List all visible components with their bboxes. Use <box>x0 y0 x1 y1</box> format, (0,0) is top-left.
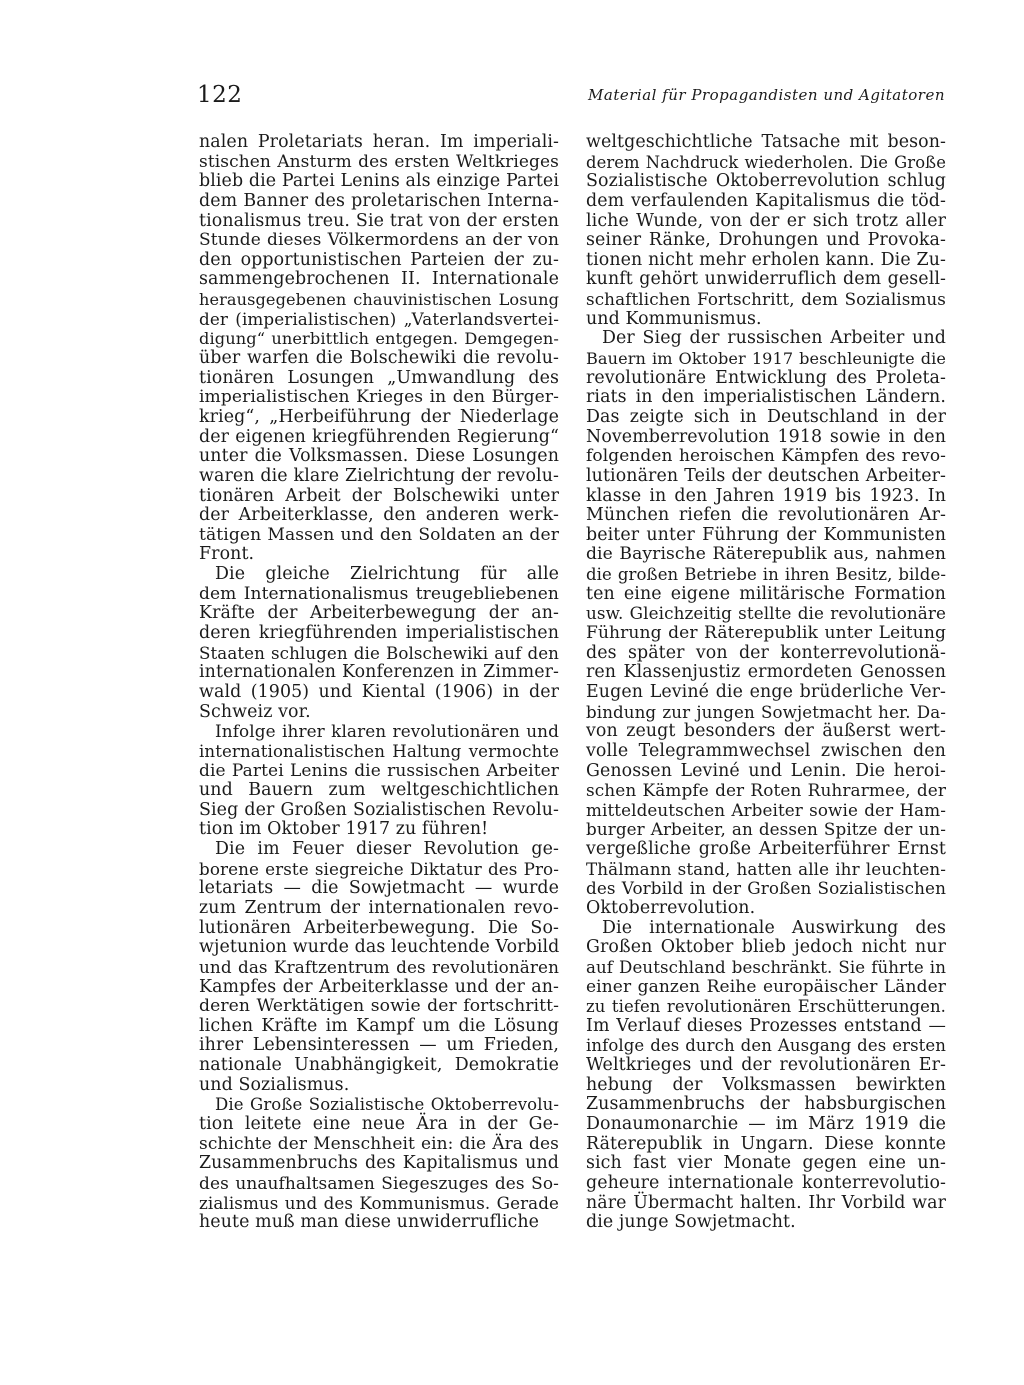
paragraph <box>586 329 946 918</box>
text-line: schaftlichen Fortschritt, dem Sozialismus <box>586 289 946 310</box>
text-line: lichen Kräfte im Kampf um die Lösung <box>199 1015 559 1036</box>
text-line: Staaten schlugen die Bolschewiki auf den <box>199 643 559 663</box>
text-line: internationalen Konferenzen in Zimmer- <box>199 662 559 683</box>
text-line: seiner Ränke, Drohungen und Provoka- <box>586 230 946 251</box>
text-line: liche Wunde, von der er sich trotz aller <box>586 210 946 231</box>
paragraph <box>199 840 559 1095</box>
text-line: digung“ unerbittlich entgegen. Demgegen- <box>199 329 559 349</box>
text-line: die Bayrische Räterepublik aus, nahmen <box>586 544 946 565</box>
text-line: Die gleiche Zielrichtung für alle <box>215 564 559 585</box>
text-line: folgenden heroischen Kämpfen des revo- <box>586 446 946 467</box>
text-line: Infolge ihrer klaren revolutionären und <box>215 721 559 742</box>
text-line: kunft gehört unwiderruflich dem gesell- <box>586 269 946 290</box>
text-line: tion leitete eine neue Ära in der Ge- <box>199 1114 559 1135</box>
text-line: ren Klassenjustiz ermordeten Genossen <box>586 662 946 683</box>
text-line: zu tiefen revolutionären Erschütterungen. <box>586 997 946 1017</box>
text-line: schen Kämpfe der Roten Ruhrarmee, der <box>586 780 946 801</box>
text-line: Front. <box>199 544 255 565</box>
text-line: ihrer Lebensinteressen — um Frieden, <box>199 1035 559 1056</box>
text-line: und Sozialismus. <box>199 1074 350 1095</box>
text-line: infolge des durch den Ausgang des ersten <box>586 1036 946 1056</box>
text-line: Zusammenbruchs des Kapitalismus und <box>199 1153 559 1174</box>
text-line: Eugen Leviné die enge brüderliche Ver- <box>586 681 946 702</box>
text-line: Die im Feuer dieser Revolution ge- <box>215 839 559 860</box>
text-line: Großen Oktober blieb jedoch nicht nur <box>586 937 946 958</box>
text-line: Oktoberrevolution. <box>586 897 756 918</box>
text-line: riats in den imperialistischen Ländern. <box>586 387 946 408</box>
text-column-left <box>199 133 559 1233</box>
text-line: die Partei Lenins die russischen Arbeiter <box>199 760 559 781</box>
text-line: waren die klare Zielrichtung der revolu- <box>199 465 559 486</box>
text-line: borene erste siegreiche Diktatur des Pro- <box>199 858 559 879</box>
text-line: heute muß man diese unwiderrufliche <box>199 1212 540 1233</box>
text-line: und Kommunismus. <box>586 308 762 329</box>
text-line: lutionären Arbeiterbewegung. Die So- <box>199 917 559 938</box>
paragraph <box>199 722 559 840</box>
text-line: tion im Oktober 1917 zu führen! <box>199 819 489 840</box>
text-line: dem verfaulenden Kapitalismus die töd- <box>586 190 946 211</box>
text-line: schichte der Menschheit ein: die Ära des <box>199 1133 559 1154</box>
text-line: des Vorbild in der Großen Sozialistischen <box>586 878 946 899</box>
text-line: bindung zur jungen Sowjetmacht her. Da- <box>586 702 946 722</box>
text-line: tionen nicht mehr erholen kann. Die Zu- <box>586 249 946 270</box>
text-line: mitteldeutschen Arbeiter sowie der Ham- <box>586 799 946 820</box>
text-line: auf Deutschland beschränkt. Sie führte in <box>586 957 946 977</box>
text-line: derem Nachdruck wiederholen. Die Große <box>586 152 946 172</box>
text-line: der eigenen kriegführenden Regierung“ <box>199 426 559 447</box>
text-line: klasse in den Jahren 1919 bis 1923. In <box>586 485 946 506</box>
text-line: imperialistischen Krieges in den Bürger- <box>199 387 559 408</box>
text-line: München riefen die revolutionären Ar- <box>586 505 946 526</box>
text-line: burger Arbeiter, an dessen Spitze der un- <box>586 819 946 840</box>
paragraph <box>199 565 559 722</box>
text-line: blieb die Partei Lenins als einzige Partei <box>199 171 559 192</box>
text-line: unter die Volksmassen. Diese Losungen <box>199 446 559 467</box>
text-line: vergeßliche große Arbeiterführer Ernst <box>586 839 946 860</box>
text-line: Weltkrieges und der revolutionären Er- <box>586 1055 946 1076</box>
text-line: lutionären Teils der deutschen Arbeiter- <box>586 465 946 486</box>
text-line: hebung der Volksmassen bewirkten <box>586 1074 946 1095</box>
text-line: Sieg der Großen Sozialistischen Revolu- <box>199 799 559 820</box>
text-line: Die internationale Auswirkung des <box>602 917 946 938</box>
paragraph <box>199 133 559 565</box>
text-line: Zusammenbruchs der habsburgischen <box>586 1094 946 1115</box>
text-line: der (imperialistischen) „Vaterlandsvertei- <box>199 308 559 329</box>
text-line: Kräfte der Arbeiterbewegung der an- <box>199 603 559 624</box>
text-line: geheure internationale konterrevolutio- <box>586 1172 946 1193</box>
text-line: weltgeschichtliche Tatsache mit beson- <box>586 132 946 152</box>
text-line: nationale Unabhängigkeit, Demokratie <box>199 1055 559 1076</box>
text-line: letariats — die Sowjetmacht — wurde <box>199 878 559 899</box>
text-line: revolutionäre Entwicklung des Proleta- <box>586 367 946 388</box>
text-line: einer ganzen Reihe europäischer Länder <box>586 976 946 997</box>
text-line: krieg“, „Herbeiführung der Niederlage <box>199 406 559 427</box>
text-line: Sozialistische Oktoberrevolution schlug <box>586 171 946 192</box>
text-line: deren kriegführenden imperialistischen <box>199 623 559 644</box>
text-line: beiter unter Führung der Kommunisten <box>586 524 946 545</box>
text-line: wald (1905) und Kiental (1906) in der <box>199 681 559 702</box>
text-line: zum Zentrum der internationalen revo- <box>199 897 559 918</box>
text-line: näre Übermacht halten. Ihr Vorbild war <box>586 1192 946 1213</box>
text-line: stischen Ansturm des ersten Weltkrieges <box>199 151 559 172</box>
text-line: ten eine eigene militärische Formation <box>586 583 946 604</box>
text-line: Genossen Leviné und Lenin. Die heroi- <box>586 760 946 781</box>
text-line: Thälmann stand, hatten alle ihr leuchten- <box>586 858 946 879</box>
text-line: Stunde dieses Völkermordens an der von <box>199 230 559 251</box>
text-line: die junge Sowjetmacht. <box>586 1212 796 1233</box>
text-line: Donaumonarchie — im März 1919 die <box>586 1114 946 1135</box>
text-line: die großen Betriebe in ihren Besitz, bilde- <box>586 565 946 585</box>
text-line: deren Werktätigen sowie der fortschritt- <box>199 996 559 1017</box>
text-line: Räterepublik in Ungarn. Diese konnte <box>586 1133 946 1154</box>
text-line: dem Internationalismus treugebliebenen <box>199 583 559 604</box>
text-line: wjetunion wurde das leuchtende Vorbild <box>199 937 560 958</box>
text-line: tionären Losungen „Umwandlung des <box>199 367 559 388</box>
running-header-title: Material für Propagandisten und Agitatoren <box>588 86 945 104</box>
text-line: Führung der Räterepublik unter Leitung <box>586 623 946 644</box>
text-line: Kampfes der Arbeiterklasse und der an- <box>199 976 559 997</box>
text-line: des später von der konterrevolutionä- <box>586 642 946 663</box>
text-line: und Bauern zum weltgeschichtlichen <box>199 780 559 801</box>
text-line: internationalistischen Haltung vermochte <box>199 741 559 761</box>
text-line: über warfen die Bolschewiki die revolu- <box>199 348 559 369</box>
text-line: dem Banner des proletarischen Interna- <box>199 190 559 211</box>
text-line: den opportunistischen Parteien der zu- <box>199 249 559 270</box>
text-line: nalen Proletariats heran. Im imperiali- <box>199 132 559 152</box>
text-line: Novemberrevolution 1918 sowie in den <box>586 426 946 447</box>
text-line: sammengebrochenen II. Internationale <box>199 269 559 290</box>
text-line: der Arbeiterklasse, den anderen werk- <box>199 505 559 526</box>
text-line: des unaufhaltsamen Siegeszuges des So- <box>199 1172 559 1193</box>
text-line: usw. Gleichzeitig stellte die revolutionäre <box>586 603 946 624</box>
paragraph <box>586 919 946 1233</box>
text-line: volle Telegrammwechsel zwischen den <box>586 740 946 761</box>
page-number: 122 <box>197 82 243 108</box>
text-line: Das zeigte sich in Deutschland in der <box>586 406 946 427</box>
text-line: tionären Arbeit der Bolschewiki unter <box>199 485 559 506</box>
text-line: Die Große Sozialistische Oktoberrevolu- <box>215 1095 559 1115</box>
text-line: sich fast vier Monate gegen eine un- <box>586 1153 946 1174</box>
paragraph <box>586 133 946 329</box>
text-line: herausgegebenen chauvinistischen Losung <box>199 290 559 310</box>
text-line: tätigen Massen und den Soldaten an der <box>199 524 559 545</box>
text-column-right <box>586 133 946 1233</box>
text-line: Schweiz vor. <box>199 701 311 722</box>
text-line: und das Kraftzentrum des revolutionären <box>199 956 559 977</box>
text-line: Bauern im Oktober 1917 beschleunigte die <box>586 349 946 369</box>
text-line: Im Verlauf dieses Prozesses entstand — <box>586 1015 946 1036</box>
text-line: zialismus und des Kommunismus. Gerade <box>199 1192 559 1213</box>
text-line: von zeugt besonders der äußerst wert- <box>586 721 946 742</box>
paragraph <box>199 1095 559 1232</box>
text-line: Der Sieg der russischen Arbeiter und <box>602 328 946 349</box>
text-line: tionalismus treu. Sie trat von der ersten <box>199 210 559 231</box>
